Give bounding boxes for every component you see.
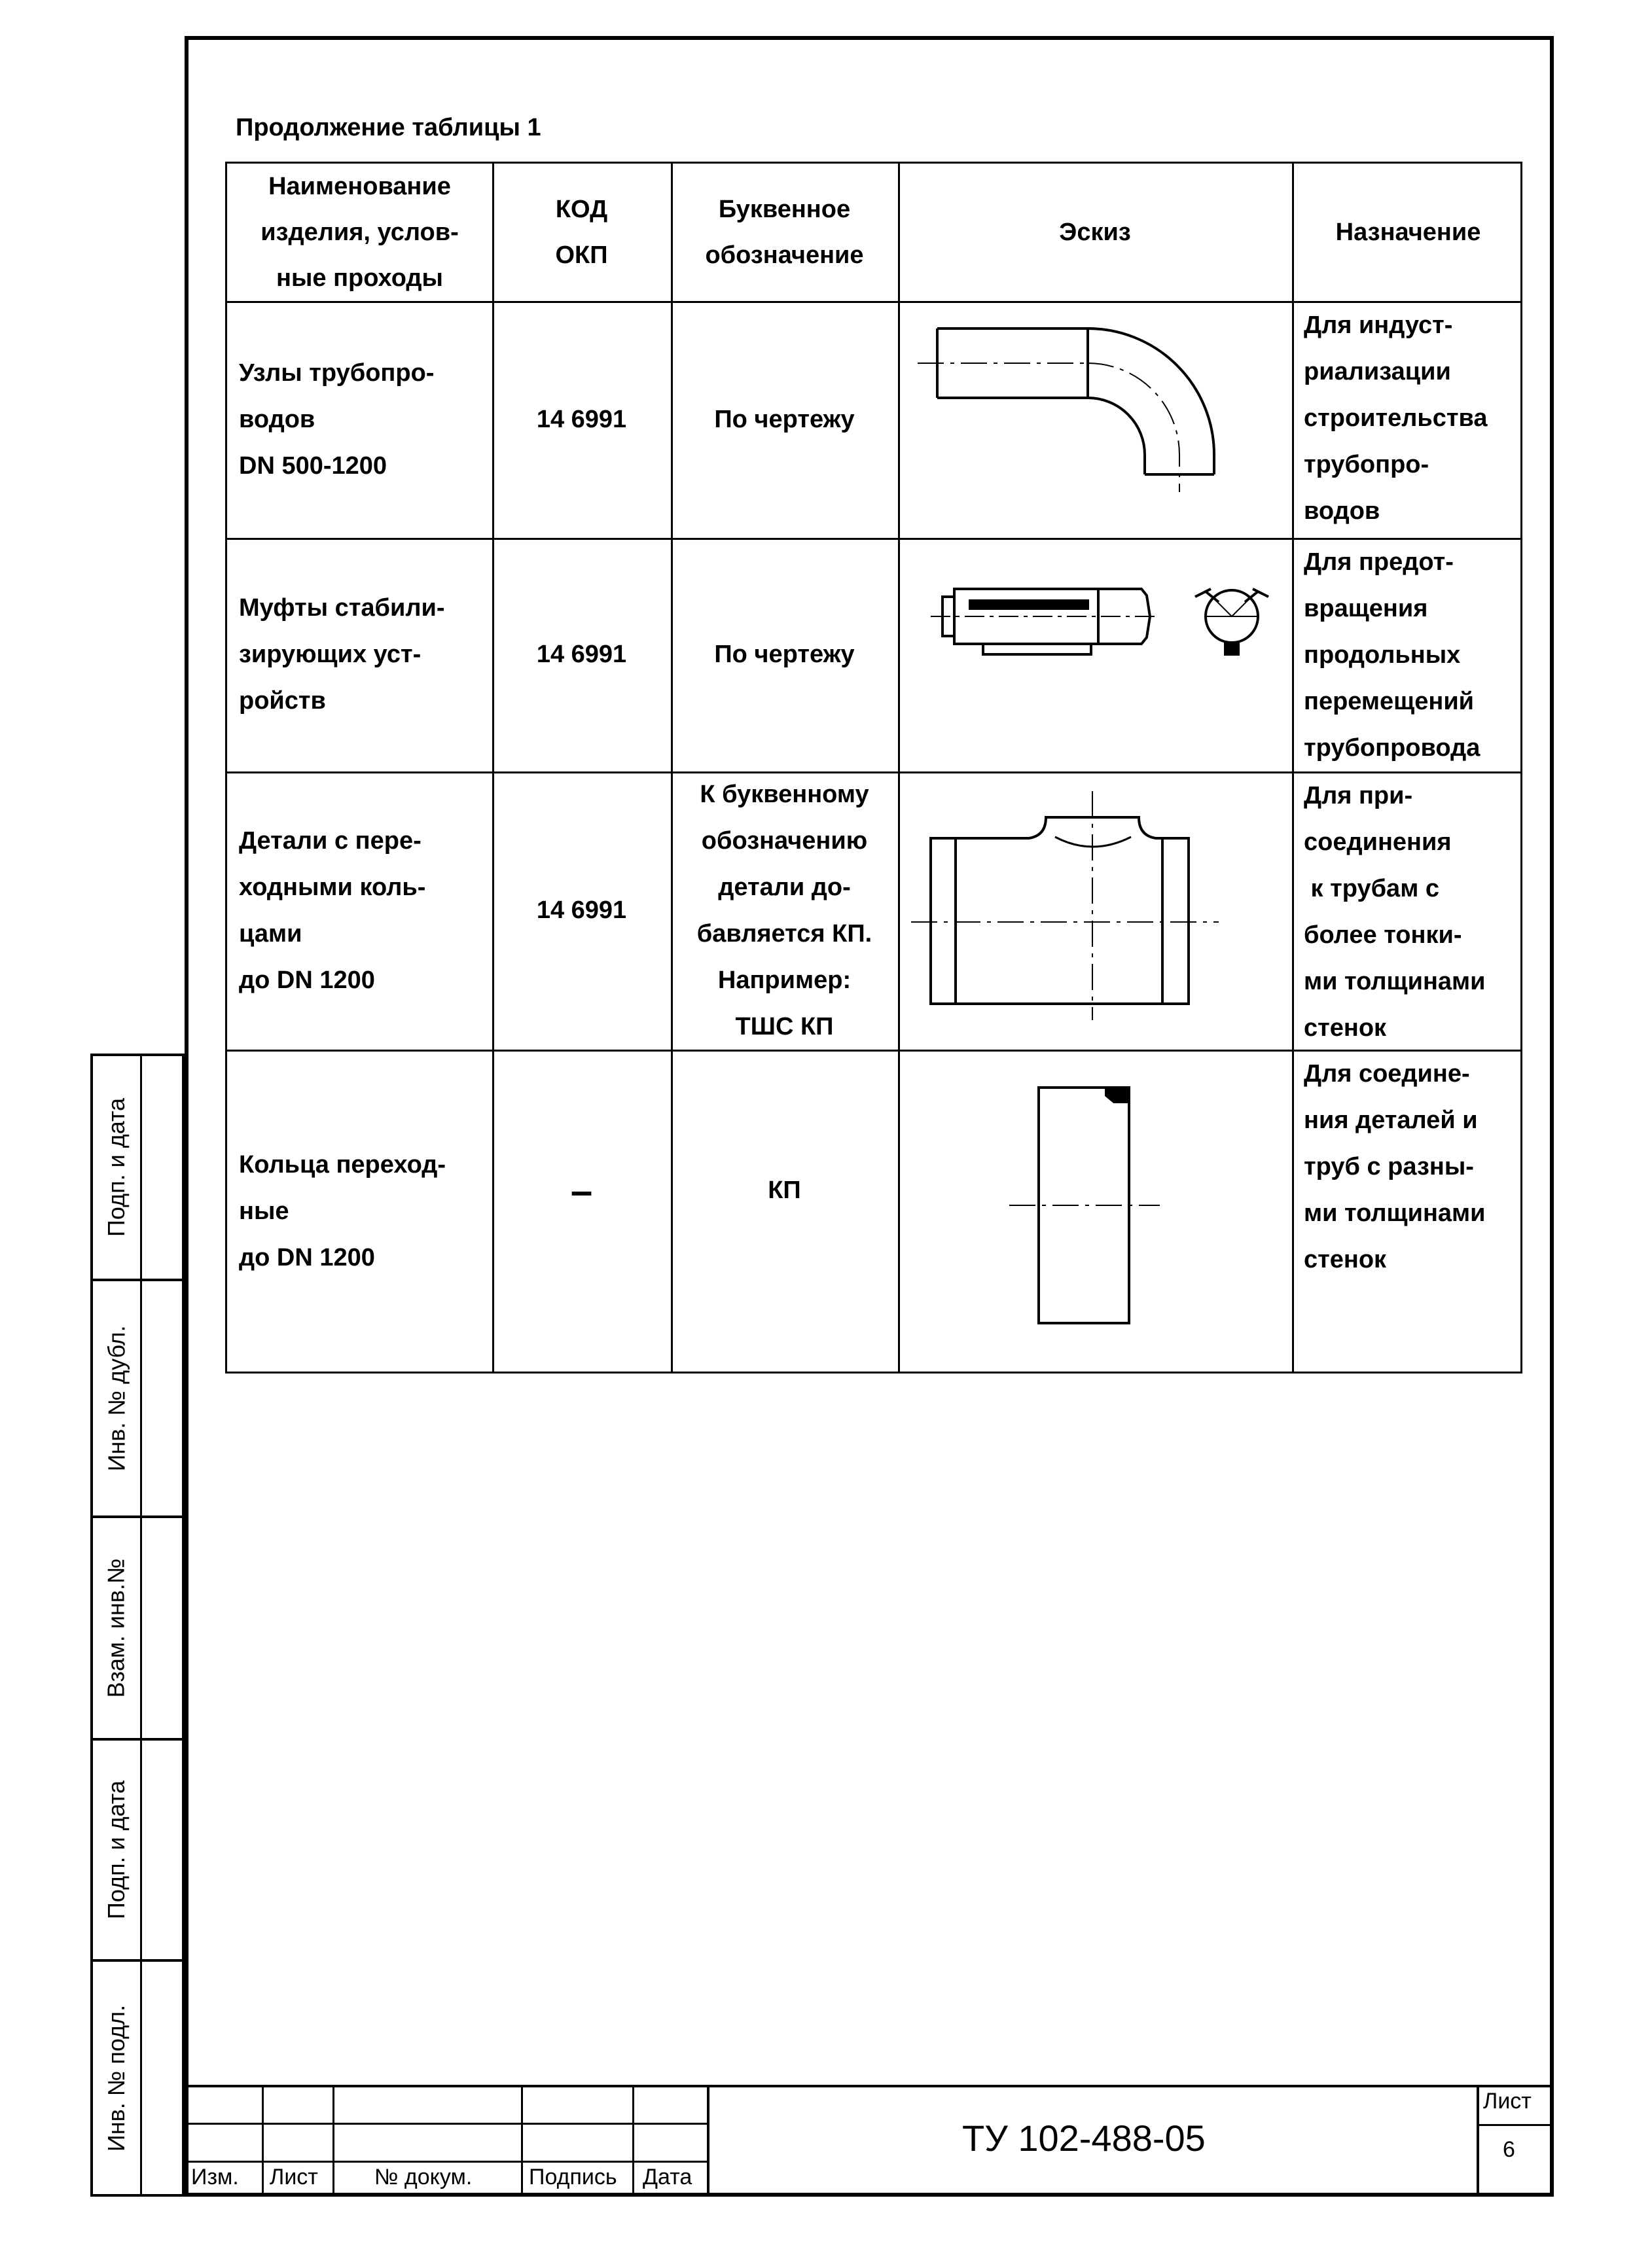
header-sketch bbox=[898, 164, 1292, 301]
title-block-col-line bbox=[632, 2085, 634, 2197]
row3-purpose-line: ми толщинами bbox=[1304, 968, 1486, 995]
stamp-text: Инв. № дубл. bbox=[103, 1325, 130, 1472]
table-caption: Продолжение таблицы 1 bbox=[236, 114, 541, 141]
row2-purpose-line: перемещений bbox=[1304, 688, 1475, 715]
row1-name-line: DN 500-1200 bbox=[239, 452, 387, 480]
header-letter-line: обозначение bbox=[705, 241, 864, 269]
row2-code-value: 14 6991 bbox=[536, 641, 627, 668]
stamp-label bbox=[93, 1518, 140, 1738]
row1-purpose bbox=[1292, 302, 1524, 538]
row3-code-value: 14 6991 bbox=[536, 896, 627, 924]
row1-purpose-line: водов bbox=[1304, 497, 1380, 525]
stamp-divider bbox=[140, 1056, 142, 1279]
row4-code bbox=[492, 1050, 671, 1331]
header-name-line: Наименование bbox=[268, 173, 451, 200]
header-name-line: ные проходы bbox=[276, 264, 443, 292]
row2-name-line: зирующих уст- bbox=[239, 641, 422, 668]
row3-letter-line: К буквенному bbox=[700, 780, 869, 808]
row1-purpose-line: трубопро- bbox=[1304, 451, 1429, 478]
row4-purpose-line: труб с разны- bbox=[1304, 1153, 1474, 1180]
title-block-col-line bbox=[521, 2085, 523, 2197]
tee-sketch-icon bbox=[898, 771, 1292, 1050]
row1-purpose-line: Для индуст- bbox=[1304, 311, 1453, 339]
row3-purpose-line: Для при- bbox=[1304, 782, 1413, 809]
row4-purpose-line: ния деталей и bbox=[1304, 1107, 1478, 1134]
row4-purpose-line: ми толщинами bbox=[1304, 1199, 1486, 1227]
title-block-row-line bbox=[1477, 2124, 1554, 2126]
row4-purpose bbox=[1292, 1051, 1524, 1372]
col-doc-number: № докум. bbox=[374, 2165, 473, 2189]
row3-purpose-line: стенок bbox=[1304, 1014, 1387, 1042]
row3-name-line: до DN 1200 bbox=[239, 966, 375, 994]
sheet-label: Лист bbox=[1483, 2089, 1532, 2114]
row2-purpose-line: продольных bbox=[1304, 641, 1461, 669]
row4-letter-value: КП bbox=[768, 1176, 801, 1204]
row2-letter-value: По чертежу bbox=[714, 641, 855, 668]
ring-sketch-icon bbox=[898, 1050, 1292, 1373]
row3-letter-line: обозначению bbox=[701, 826, 868, 855]
row1-purpose-line: строительства bbox=[1304, 404, 1488, 432]
row2-purpose-line: трубопровода bbox=[1304, 734, 1480, 762]
stamp-text: Инв. № подл. bbox=[103, 2004, 130, 2152]
row3-purpose-line: более тонки- bbox=[1304, 921, 1462, 949]
title-block-col-line bbox=[262, 2085, 264, 2197]
stamp-inv-orig bbox=[90, 1959, 185, 2197]
row2-purpose-line: вращения bbox=[1304, 595, 1428, 622]
row4-code-value: – bbox=[570, 1168, 593, 1213]
row4-letter bbox=[671, 1050, 898, 1331]
title-block-col-line bbox=[707, 2085, 709, 2197]
stamp-text: Подп. и дата bbox=[103, 1097, 130, 1237]
row3-letter-line: детали до- bbox=[718, 873, 851, 901]
row4-name-line: ные bbox=[239, 1197, 289, 1225]
row1-letter-value: По чертежу bbox=[714, 405, 855, 433]
row3-name-line: ходными коль- bbox=[239, 873, 426, 901]
row1-letter bbox=[671, 301, 898, 538]
row1-purpose-line: риализации bbox=[1304, 358, 1451, 385]
row2-purpose-line: Для предот- bbox=[1304, 548, 1454, 576]
stamp-replace-inv bbox=[90, 1515, 185, 1738]
row4-name-line: до DN 1200 bbox=[239, 1244, 375, 1271]
row3-name-line: цами bbox=[239, 919, 302, 948]
products-table bbox=[225, 162, 1522, 1373]
stamp-divider bbox=[140, 1962, 142, 2194]
stamp-divider bbox=[140, 1741, 142, 1959]
row3-letter-line: бавляется КП. bbox=[696, 919, 872, 948]
header-sketch-label: Эскиз bbox=[1059, 219, 1131, 246]
header-letter-line: Буквенное bbox=[718, 196, 851, 223]
stamp-label bbox=[93, 1962, 140, 2194]
header-purpose-label: Назначение bbox=[1335, 219, 1481, 246]
col-change: Изм. bbox=[191, 2165, 239, 2189]
row3-purpose-line: соединения bbox=[1304, 828, 1452, 856]
row4-purpose-line: стенок bbox=[1304, 1246, 1387, 1273]
row2-name bbox=[227, 538, 492, 771]
row1-name-line: водов bbox=[239, 405, 315, 433]
sheet-number: 6 bbox=[1503, 2137, 1515, 2162]
pipe-bend-sketch-icon bbox=[898, 301, 1292, 538]
row2-code bbox=[492, 538, 671, 771]
header-code-line: ОКП bbox=[555, 241, 608, 269]
row4-purpose-line: Для соедине- bbox=[1304, 1060, 1470, 1088]
stamp-sign-date-2 bbox=[90, 1738, 185, 1959]
header-name bbox=[227, 164, 492, 301]
row4-name bbox=[227, 1050, 492, 1373]
title-block-col-line bbox=[1477, 2085, 1479, 2197]
stamp-inv-dup bbox=[90, 1279, 185, 1515]
row2-name-line: Муфты стабили- bbox=[239, 594, 445, 622]
header-code bbox=[492, 164, 671, 301]
row3-purpose-line: к трубам с bbox=[1304, 875, 1439, 902]
header-name-line: изделия, услов- bbox=[260, 219, 459, 246]
header-purpose bbox=[1292, 164, 1524, 301]
stamp-divider bbox=[140, 1518, 142, 1738]
col-signature: Подпись bbox=[529, 2165, 617, 2189]
row1-code bbox=[492, 301, 671, 538]
coupling-sketch-icon bbox=[898, 538, 1292, 771]
col-sheet: Лист bbox=[270, 2165, 318, 2189]
document-code: ТУ 102-488-05 bbox=[962, 2117, 1206, 2159]
row2-name-line: ройств bbox=[239, 687, 326, 715]
stamp-divider bbox=[140, 1281, 142, 1515]
row4-name-line: Кольца переход- bbox=[239, 1151, 446, 1178]
col-date: Дата bbox=[643, 2165, 692, 2189]
row1-name bbox=[227, 301, 492, 538]
header-letter bbox=[671, 164, 898, 301]
row3-letter-line: Например: bbox=[717, 966, 852, 994]
row3-letter-line: ТШС КП bbox=[735, 1012, 834, 1040]
stamp-label bbox=[93, 1281, 140, 1515]
row2-letter bbox=[671, 538, 898, 771]
row3-code bbox=[492, 771, 671, 1050]
row2-purpose bbox=[1292, 539, 1524, 771]
row3-letter bbox=[671, 771, 898, 1050]
row3-purpose bbox=[1292, 773, 1524, 1050]
row3-name-line: Детали с пере- bbox=[239, 826, 422, 855]
row1-name-line: Узлы трубопро- bbox=[239, 359, 435, 387]
stamp-text: Взам. инв.№ bbox=[103, 1558, 130, 1698]
header-code-line: КОД bbox=[555, 196, 608, 223]
stamp-label bbox=[93, 1056, 140, 1279]
stamp-label bbox=[93, 1741, 140, 1959]
row1-code-value: 14 6991 bbox=[536, 405, 627, 433]
stamp-text: Подп. и дата bbox=[103, 1780, 130, 1920]
stamp-sign-date-1 bbox=[90, 1054, 185, 1279]
row3-name bbox=[227, 771, 492, 1050]
title-block-top-line bbox=[185, 2085, 1554, 2087]
title-block-col-line bbox=[332, 2085, 334, 2197]
